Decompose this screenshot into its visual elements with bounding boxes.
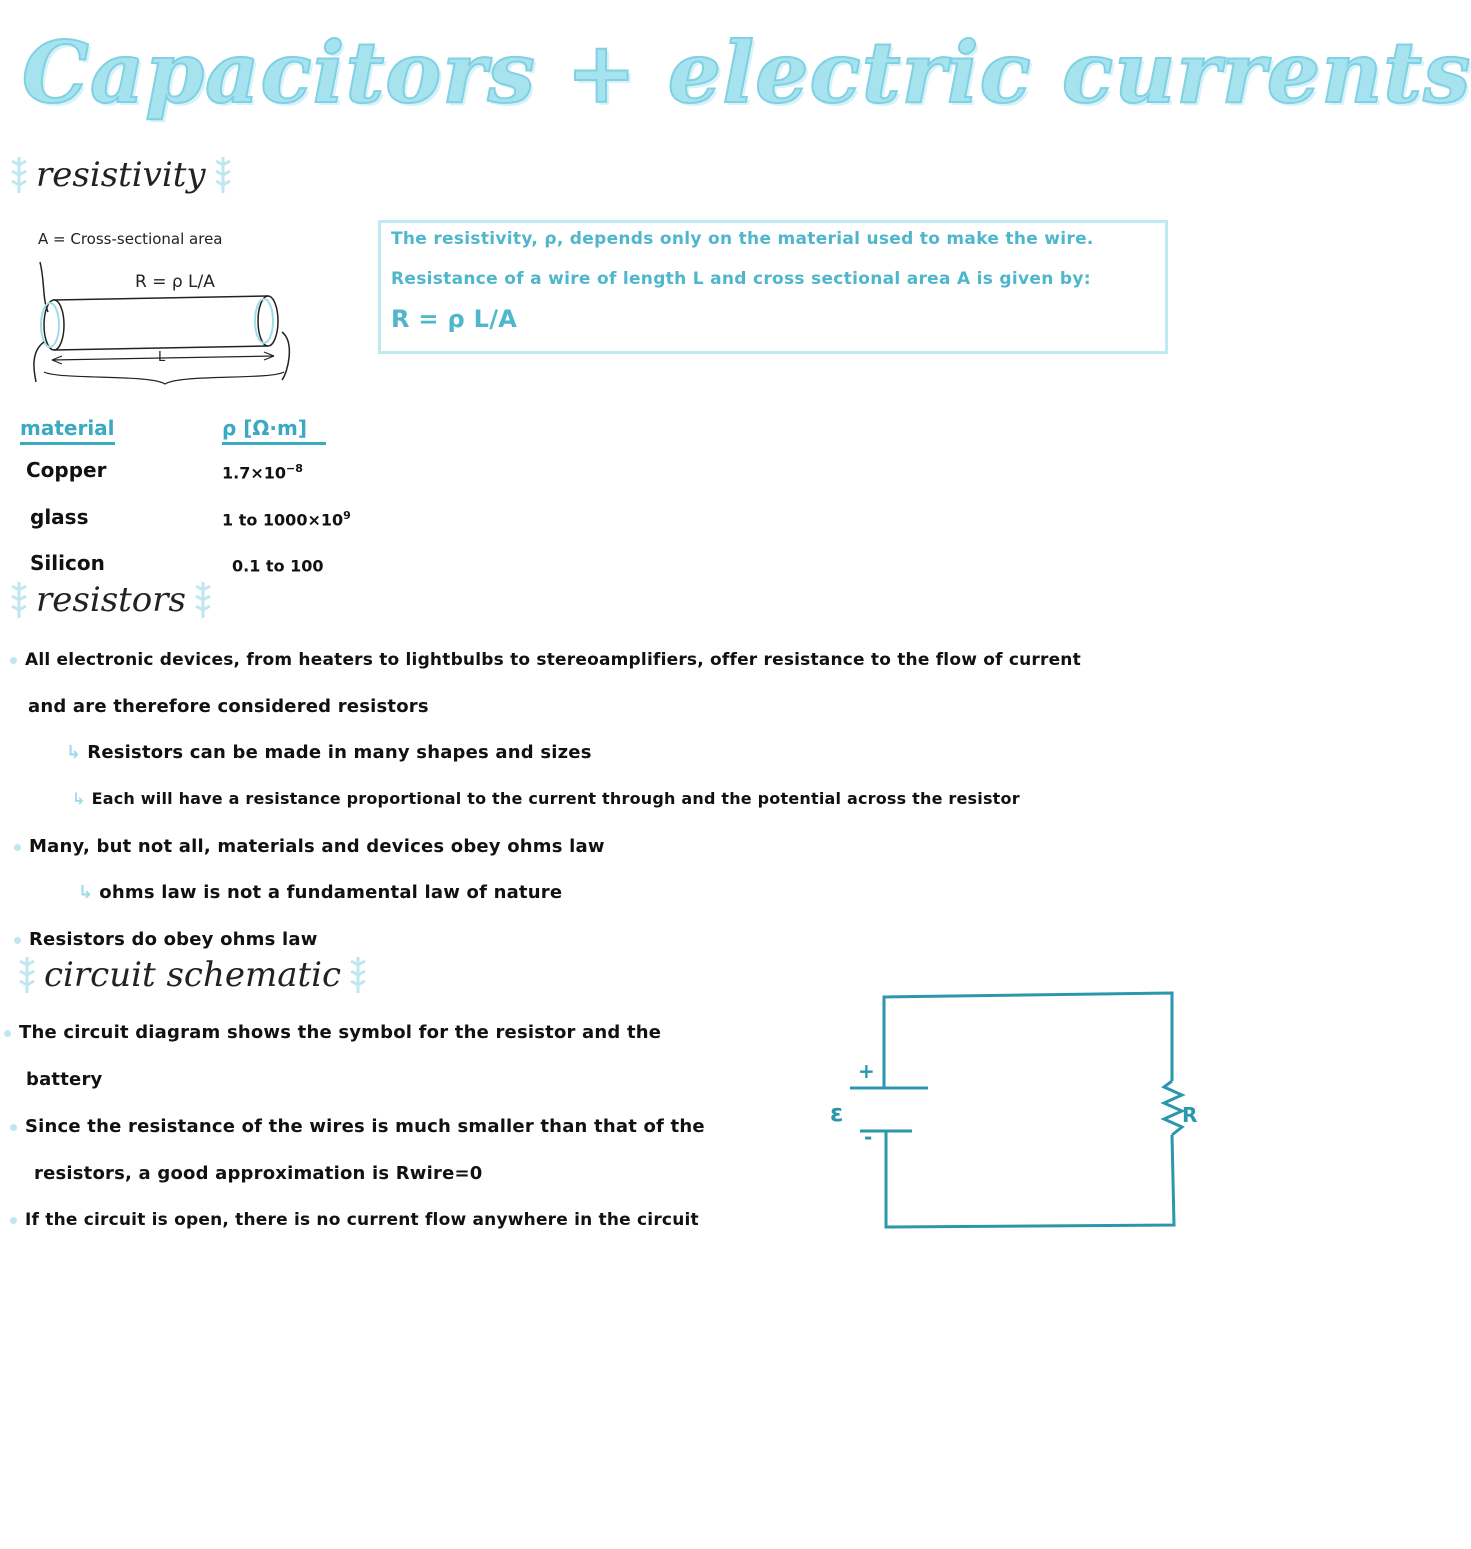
table-cell-material: Silicon xyxy=(30,551,105,575)
heading-resistors xyxy=(8,580,214,620)
sprig-icon xyxy=(192,580,214,620)
resistors-bullet-3: Resistors do obey ohms law xyxy=(14,929,318,950)
sprig-icon xyxy=(212,155,234,195)
sprig-icon xyxy=(16,955,38,995)
arrow-icon: ↳ xyxy=(66,742,82,763)
resistor-label: R xyxy=(1182,1103,1198,1127)
table-cell-rho: 1 to $1000\times 10^9$ xyxy=(222,509,351,530)
heading-circuit-schematic xyxy=(16,955,369,995)
table-cell-rho: 0.1 to 100 xyxy=(232,556,324,576)
bullet-icon xyxy=(14,937,21,944)
heading-text: resistivity xyxy=(36,155,206,195)
page-title: Capacitors + electric currents xyxy=(22,23,1471,122)
bullet-icon xyxy=(10,1217,17,1224)
circuit-diagram xyxy=(820,985,1200,1235)
resistors-bullet-1-cont: and are therefore considered resistors xyxy=(28,696,429,717)
circuit-bullet-2-cont: resistors, a good approximation is Rwire=0 xyxy=(34,1163,483,1184)
minus-label: - xyxy=(864,1125,873,1149)
table-cell-rho: $1.7\times 10^{-8}$ xyxy=(222,462,303,483)
table-header-material: material xyxy=(20,416,115,445)
definition-line-1: The resistivity, ρ, depends only on the material used to make the wire. xyxy=(391,229,1094,249)
definition-box xyxy=(378,220,1168,354)
sprig-icon xyxy=(8,580,30,620)
wire-cylinder-drawing xyxy=(20,222,320,402)
bullet-icon xyxy=(10,1124,17,1131)
area-label: A = Cross-sectional area xyxy=(38,230,223,248)
resistors-bullet-1: All electronic devices, from heaters to lightbulbs to stereoamplifiers, offer resistance to the flow of current xyxy=(10,650,1081,670)
sprig-icon xyxy=(347,955,369,995)
table-header-rho: ρ [Ω·m] xyxy=(222,416,326,445)
wire-diagram xyxy=(20,222,320,402)
bullet-icon xyxy=(10,657,17,664)
table-cell-material: Copper xyxy=(26,458,107,482)
resistors-sub-2: ↳ Each will have a resistance proportional to the current through and the potential across the resistor xyxy=(72,789,1020,808)
heading-text: circuit schematic xyxy=(44,955,342,995)
circuit-bullet-1-cont: battery xyxy=(26,1069,103,1090)
wire-formula: R = ρ L/A xyxy=(135,272,215,292)
definition-formula: R = ρ L/A xyxy=(391,305,518,333)
resistors-sub-3: ↳ ohms law is not a fundamental law of nature xyxy=(78,882,563,903)
resistors-sub-1: ↳ Resistors can be made in many shapes and sizes xyxy=(66,742,592,763)
sprig-icon xyxy=(8,155,30,195)
resistor-symbol xyxy=(1164,1081,1182,1135)
plus-label: + xyxy=(858,1059,875,1083)
bullet-icon xyxy=(4,1030,11,1037)
circuit-bullet-1: The circuit diagram shows the symbol for the resistor and the xyxy=(4,1022,661,1043)
circuit-bullet-2: Since the resistance of the wires is much smaller than that of the xyxy=(10,1116,705,1137)
arrow-icon: ↳ xyxy=(72,789,86,808)
resistors-bullet-2: Many, but not all, materials and devices obey ohms law xyxy=(14,836,605,857)
circuit-wires xyxy=(820,985,1200,1235)
circuit-bullet-3: If the circuit is open, there is no current flow anywhere in the circuit xyxy=(10,1210,699,1230)
arrow-icon: ↳ xyxy=(78,882,94,903)
length-label: L xyxy=(158,350,166,365)
definition-line-2: Resistance of a wire of length L and cross sectional area A is given by: xyxy=(391,269,1091,289)
table-cell-material: glass xyxy=(30,505,89,529)
emf-label: ε xyxy=(830,1099,844,1127)
heading-resistivity xyxy=(8,155,234,195)
heading-text: resistors xyxy=(36,580,186,620)
bullet-icon xyxy=(14,844,21,851)
